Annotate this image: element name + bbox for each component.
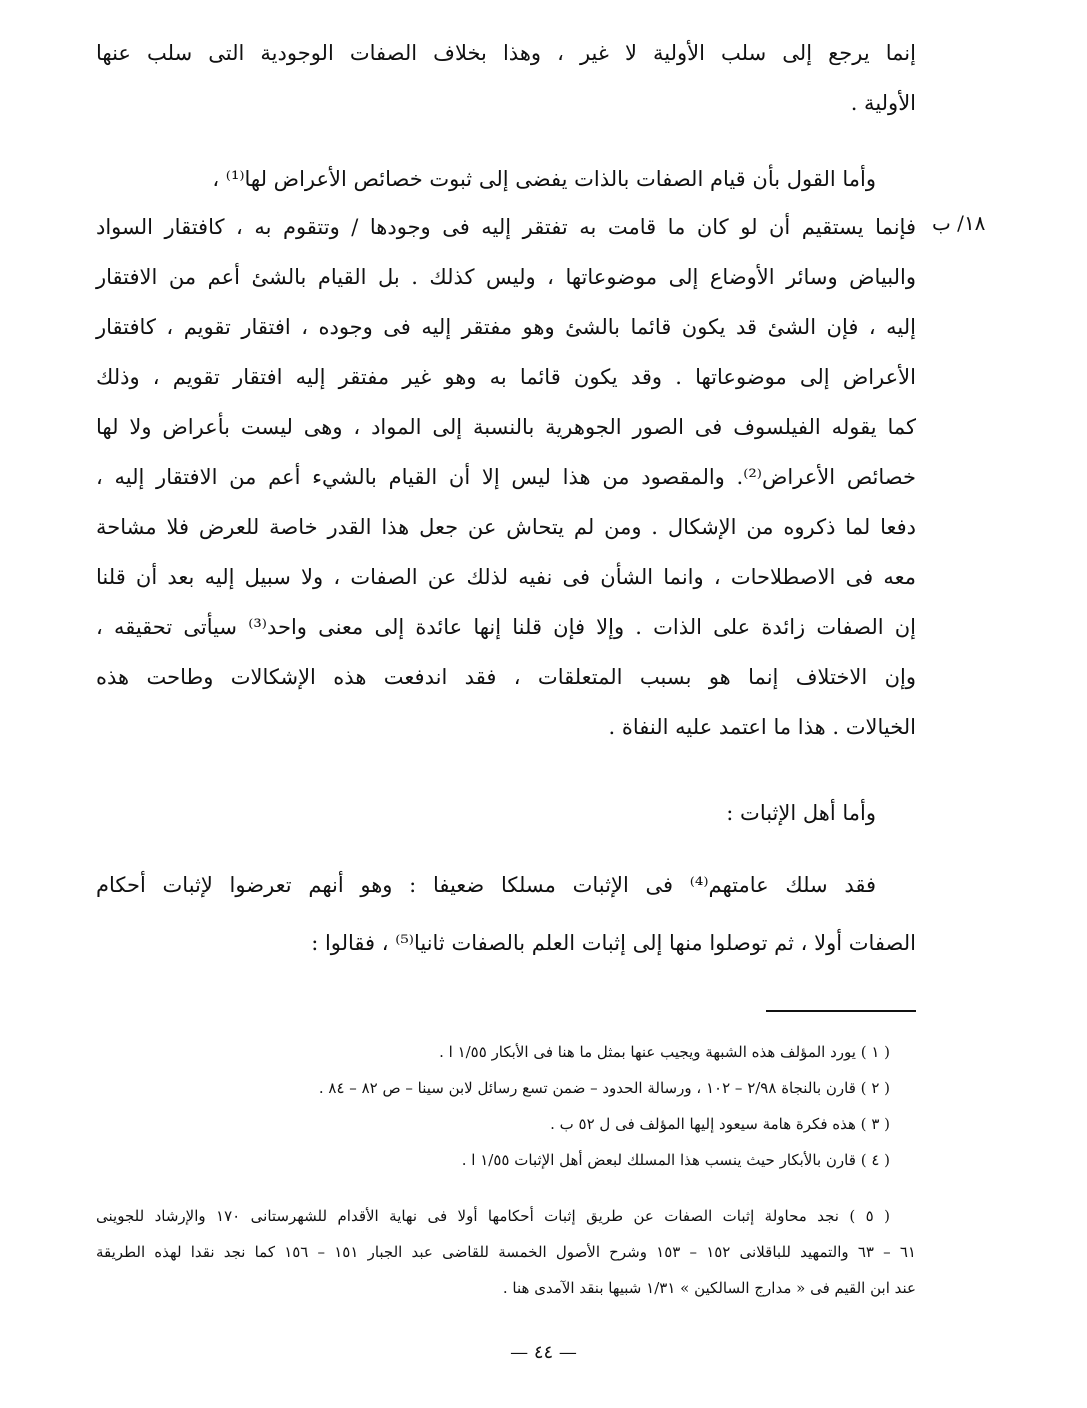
paragraph-1-line-2: الأولية .	[850, 91, 916, 115]
footnote-4: ( ٤ ) قارن بالأبكار حيث ينسب هذا المسلك لبعض أهل الإثبات ١/٥٥ ا .	[461, 1151, 890, 1169]
page-number: — ٤٤ —	[510, 1342, 577, 1363]
paragraph-2-line-1: وأما القول بأن قيام الصفات بالذات يفضى إلى ثبوت خصائص الأعراض لها⁽¹⁾ ،	[212, 167, 876, 191]
section-heading-ahl-al-ithbat: وأما أهل الإثبات :	[726, 801, 876, 825]
paragraph-2-line-11: وإن الاختلاف إنما هو بسبب المتعلقات ، فقد اندفعت هذه الإشكالات وطاحت هذه	[96, 665, 916, 689]
paragraph-4-line-1: فقد سلك عامتهم⁽⁴⁾ فى الإثبات مسلكا ضعيفا : وهو أنهم تعرضوا لإثبات أحكام	[96, 873, 877, 897]
paragraph-2-line-5: الأعراض إلى موضوعاتها . وقد يكون قائما به وهو غير مفتقر إليه افتقار تقويم ، وذلك	[96, 365, 916, 389]
paragraph-2-line-10: إن الصفات زائدة على الذات . وإلا فإن قلنا إنها عائدة إلى معنى واحد⁽³⁾ سيأتى تحقيقه ،	[96, 615, 916, 639]
paragraph-2-line-3: والبياض وسائر الأوضاع إلى موضوعاتها ، وليس كذلك . بل القيام بالشئ أعم من الافتقار	[96, 265, 916, 289]
paragraph-4-line-2: الصفات أولا ، ثم توصلوا منها إلى إثبات العلم بالصفات ثانيا⁽⁵⁾ ، فقالوا :	[311, 931, 916, 955]
footnote-5-line-2: ٦١ – ٦٣ والتمهيد للباقلانى ١٥٢ – ١٥٣ وشرح الأصول الخمسة للقاضى عبد الجبار ١٥١ – ١٥٦ كما نجد نقدا لهذه الطريقة	[96, 1243, 916, 1261]
paragraph-2-line-12: الخيالات . هذا ما اعتمد عليه النفاة .	[608, 715, 916, 739]
footnote-1: ( ١ ) يورد المؤلف هذه الشبهة ويجيب عنها بمثل ما هنا فى الأبكار ١/٥٥ ا .	[439, 1043, 890, 1061]
paragraph-1-line-1: إنما يرجع إلى سلب الأولية لا غير ، وهذا بخلاف الصفات الوجودية التى سلب عنها	[96, 41, 916, 65]
paragraph-2-line-9: معه فى الاصطلاحات ، وانما الشأن فى نفيه لذلك عن الصفات ، ولا سبيل إليه بعد أن قلنا	[96, 565, 916, 589]
footnote-5-line-1: ( ٥ ) نجد محاولة إثبات الصفات عن طريق إثبات أحكامها أولا فى نهاية الأقدام للشهرستانى ١٧٠ والإرشاد للجوينى	[96, 1207, 890, 1225]
footnote-separator	[766, 1010, 916, 1012]
paragraph-2-line-7: خصائص الأعراض⁽²⁾. والمقصود من هذا ليس إلا أن القيام بالشيء أعم من الافتقار إليه ،	[96, 465, 916, 489]
manuscript-folio-marker: ١٨/ ب	[932, 211, 986, 235]
footnote-2: ( ٢ ) قارن بالنجاة ٢/٩٨ – ١٠٢ ، ورسالة الحدود – ضمن تسع رسائل لابن سينا – ص ٨٢ – ٨٤ .	[318, 1079, 890, 1097]
footnote-5-line-3: عند ابن القيم فى « مدارج السالكين » ١/٣١ شبيها بنقد الآمدى هنا .	[502, 1279, 916, 1297]
paragraph-2-line-4: إليه ، فإن الشئ قد يكون قائما بالشئ وهو مفتقر إليه فى وجوده ، افتقار تقويم ، كافتقار	[96, 315, 916, 339]
footnote-3: ( ٣ ) هذه فكرة هامة سيعود إليها المؤلف فى ل ٥٢ ب .	[550, 1115, 890, 1133]
paragraph-2-line-6: كما يقوله الفيلسوف فى الصور الجوهرية بالنسبة إلى المواد ، وهى ليست بأعراض ولا لها	[96, 415, 916, 439]
paragraph-2-line-8: دفعا لما ذكروه من الإشكال . ومن لم يتحاش عن جعل هذا القدر خاصة للعرض فلا مشاحة	[96, 515, 916, 539]
paragraph-2-line-2: فإنما يستقيم أن لو كان ما قامت به تفتقر إليه فى وجودها / وتتقوم به ، كافتقار السواد	[96, 215, 916, 239]
